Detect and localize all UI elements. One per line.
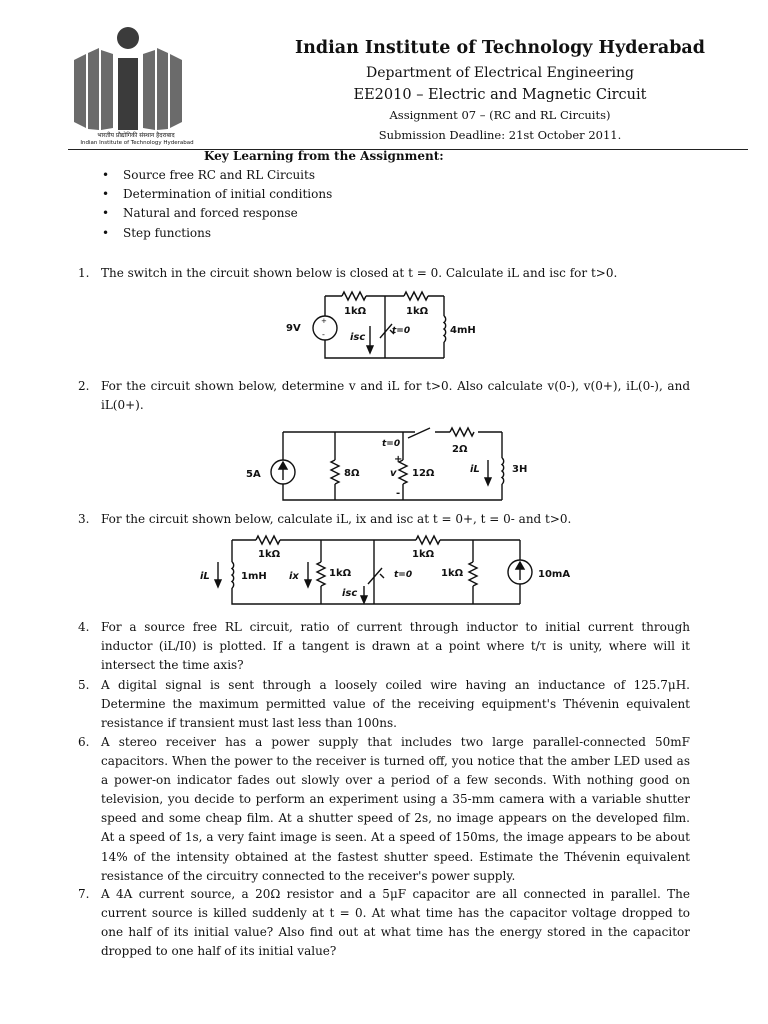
circuit-1-diagram bbox=[280, 286, 500, 370]
inductor-3h bbox=[502, 458, 504, 484]
logo-caption-english: Indian Institute of Technology Hyderabad bbox=[80, 140, 194, 146]
question-5: 5. A digital signal is sent through a loosely coiled wire having an inductance of 125.7μH. Determine the maximum permitted value of the receiving equipment's Thévenin equivalent resistance if transient must last less than 100ns. bbox=[78, 678, 690, 731]
r1-label: 1kΩ bbox=[258, 549, 281, 560]
key-learning-item: • Natural and forced response bbox=[102, 206, 298, 220]
switch-label: t=0 bbox=[392, 326, 411, 336]
inductor-label: 3H bbox=[512, 464, 528, 475]
key-learning-item: • Determination of initial conditions bbox=[102, 187, 332, 201]
resistor-8ohm bbox=[331, 460, 339, 484]
isc-arrowhead bbox=[367, 346, 373, 353]
resistor-r2 bbox=[404, 292, 428, 300]
resistor-r2 bbox=[416, 536, 440, 544]
resistor-r3 bbox=[317, 562, 325, 586]
logo-caption-hindi: भारतीय प्रौद्योगिकी संस्थान हैदराबाद bbox=[97, 132, 175, 139]
isc-label: isc bbox=[342, 588, 358, 599]
circuit-2-diagram bbox=[240, 424, 530, 508]
inductor-1mh bbox=[232, 562, 234, 588]
logo-graphic bbox=[66, 26, 206, 134]
isc-label: isc bbox=[350, 332, 366, 343]
r2-label: 1kΩ bbox=[412, 549, 435, 560]
ix-label: ix bbox=[289, 571, 299, 582]
switch-2 bbox=[408, 428, 430, 438]
key-learning-item: • Source free RC and RL Circuits bbox=[102, 168, 315, 182]
inductor-4mh bbox=[444, 316, 446, 342]
source-label: 5A bbox=[246, 469, 261, 480]
il-label: iL bbox=[470, 464, 480, 475]
course-title: EE2010 – Electric and Magnetic Circuit bbox=[353, 87, 647, 103]
r3-label: 1kΩ bbox=[329, 568, 352, 579]
resistor-r1 bbox=[342, 292, 366, 300]
question-1: 1. The switch in the circuit shown below is closed at t = 0. Calculate iL and isc for t>0. bbox=[78, 266, 618, 280]
question-6: 6. A stereo receiver has a power supply that includes two large parallel-connected 50mF capacitors. When the power to the receiver is turned off, you notice that the amber LED used as a power-on indicator fades out slowly over a period of a few seconds. With nothing good on television, you decide to perform an experiment using a 35-mm camera with a variable shutter speed and some cheap film. At a shutter speed of 2s, no image appears on the developed film. At a speed of 1s, a very faint image is seen. At a speed of 150ms, the image appears to be about 14% of the intensity obtained at the fastest shutter speed. Estimate the Thévenin equivalent resistance of the circuitry connected to the receiver's power supply. bbox=[78, 735, 690, 883]
switch-3 bbox=[368, 568, 384, 584]
il-label: iL bbox=[200, 571, 210, 582]
r2-label: 1kΩ bbox=[406, 306, 429, 317]
voltage-label: v bbox=[390, 468, 397, 479]
question-7: 7. A 4A current source, a 20Ω resistor and a 5μF capacitor are all connected in parallel. The current source is killed suddenly at t = 0. At what time has the capacitor voltage dropped to one half of its initial value? Also find out at what time has the energy stored in the capacitor dropped to one half of its initial value? bbox=[78, 887, 690, 959]
source-label: 9V bbox=[286, 323, 301, 334]
voltage-minus: - bbox=[396, 488, 401, 499]
institute-logo bbox=[66, 26, 206, 151]
resistor-r1 bbox=[256, 536, 280, 544]
question-3: 3. For the circuit shown below, calculate iL, ix and isc at t = 0+, t = 0- and t>0. bbox=[78, 512, 572, 526]
submission-deadline: Submission Deadline: 21st October 2011. bbox=[378, 128, 622, 142]
switch-label: t=0 bbox=[394, 570, 413, 580]
r4-label: 1kΩ bbox=[441, 568, 464, 579]
inductor-label: 1mH bbox=[241, 571, 267, 582]
source-minus: - bbox=[322, 330, 325, 339]
switch-label: t=0 bbox=[382, 439, 401, 449]
r3-label: 2Ω bbox=[452, 444, 468, 455]
circuit-3-diagram bbox=[196, 532, 581, 616]
key-learning-title: Key Learning from the Assignment: bbox=[204, 149, 444, 163]
key-learning-item: • Step functions bbox=[102, 226, 211, 240]
resistor-2ohm bbox=[450, 428, 474, 436]
department-name: Department of Electrical Engineering bbox=[366, 65, 634, 81]
source-label: 10mA bbox=[538, 569, 571, 580]
resistor-r4 bbox=[469, 562, 477, 586]
r1-label: 8Ω bbox=[344, 468, 360, 479]
source-plus: + bbox=[321, 317, 327, 325]
question-4: 4. For a source free RL circuit, ratio of current through inductor to initial current through inductor (iL/I0) is plotted. If a tangent is drawn at a point where t/τ is unity, where will it intersect the time axis? bbox=[78, 620, 690, 673]
inductor-label: 4mH bbox=[450, 325, 476, 336]
r2-label: 12Ω bbox=[412, 468, 435, 479]
institute-name: Indian Institute of Technology Hyderabad bbox=[294, 38, 706, 58]
question-2: 2. For the circuit shown below, determine v and iL for t>0. Also calculate v(0-), v(0+), iL(0-), and iL(0+). bbox=[78, 379, 690, 413]
voltage-plus: + bbox=[394, 454, 403, 465]
r1-label: 1kΩ bbox=[344, 306, 367, 317]
assignment-title: Assignment 07 – (RC and RL Circuits) bbox=[389, 108, 611, 122]
